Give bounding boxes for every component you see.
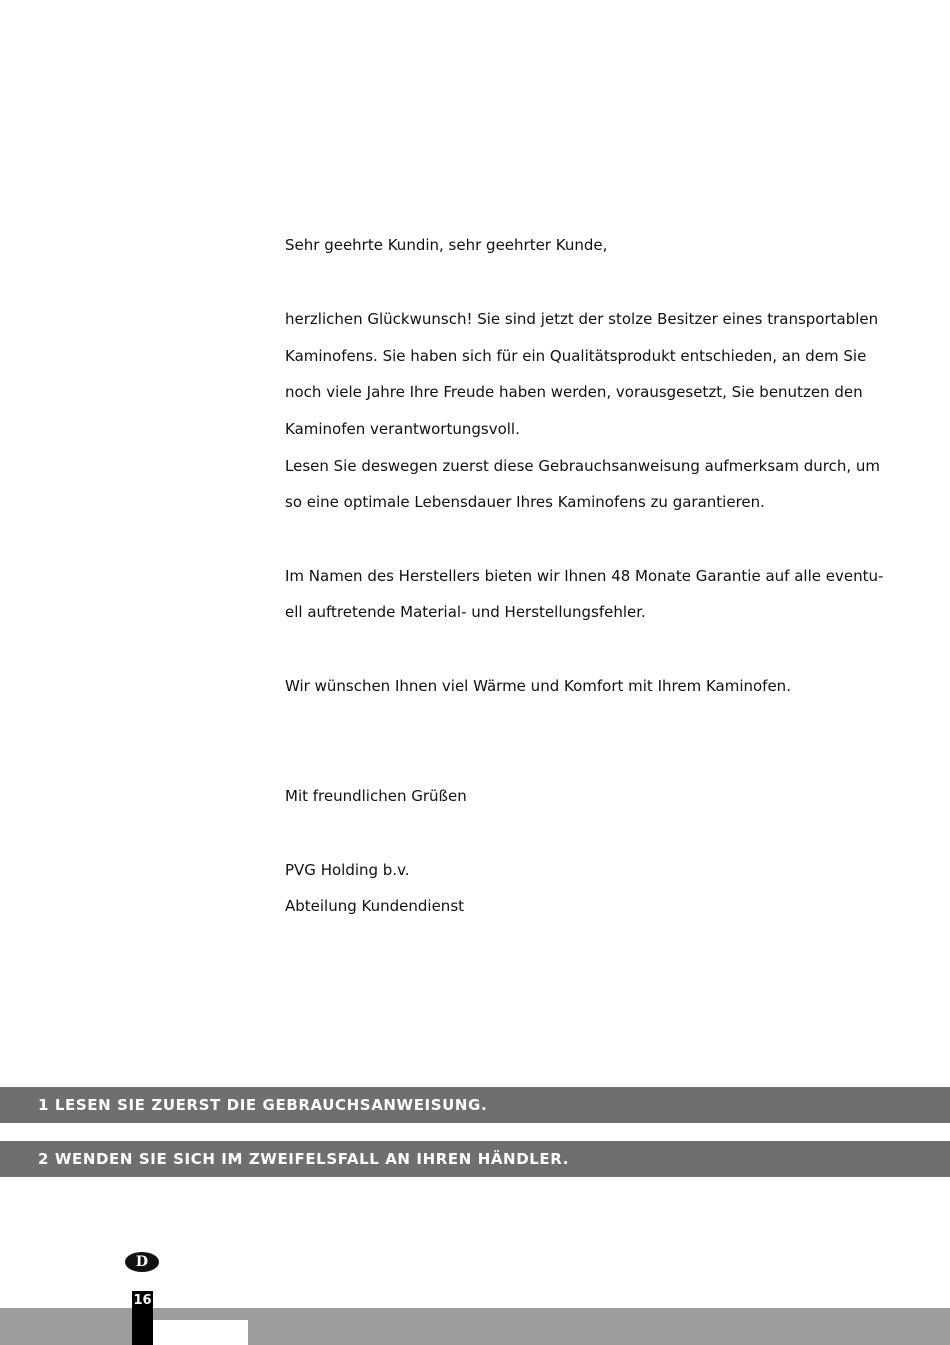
closing: Mit freundlichen Grüßen (285, 787, 467, 805)
paragraph-1-line-3: noch viele Jahre Ihre Freude haben werden, vorausgesetzt, Sie benutzen den (285, 383, 863, 401)
paragraph-1-line-1: herzlichen Glückwunsch! Sie sind jetzt der stolze Besitzer eines transportablen (285, 310, 879, 328)
paragraph-1-line-4: Kaminofen verantwortungsvoll. (285, 420, 520, 438)
footer-white-block (153, 1320, 248, 1345)
paragraph-1-line-2: Kaminofens. Sie haben sich für ein Qualitätsprodukt entschieden, an dem Sie (285, 347, 867, 365)
paragraph-2-line-2: ell auftretende Material- und Herstellungsfehler. (285, 603, 646, 621)
paragraph-3: Wir wünschen Ihnen viel Wärme und Komfort mit Ihrem Kaminofen. (285, 677, 791, 695)
signature-department: Abteilung Kundendienst (285, 897, 465, 915)
notice-bar-1: 1 LESEN SIE ZUERST DIE GEBRAUCHSANWEISUNG. (0, 1087, 950, 1123)
salutation: Sehr geehrte Kundin, sehr geehrter Kunde, (285, 236, 608, 254)
paragraph-2-line-1: Im Namen des Herstellers bieten wir Ihnen 48 Monate Garantie auf alle eventu- (285, 567, 884, 585)
paragraph-1-line-5: Lesen Sie deswegen zuerst diese Gebrauchsanweisung aufmerksam durch, um (285, 457, 881, 475)
paragraph-1-line-6: so eine optimale Lebensdauer Ihres Kaminofens zu garantieren. (285, 493, 765, 511)
notice-bar-2: 2 WENDEN SIE SICH IM ZWEIFELSFALL AN IHREN HÄNDLER. (0, 1141, 950, 1177)
signature-company: PVG Holding b.v. (285, 861, 410, 879)
page-number: 16 (133, 1293, 152, 1308)
language-badge: D (125, 1252, 159, 1272)
